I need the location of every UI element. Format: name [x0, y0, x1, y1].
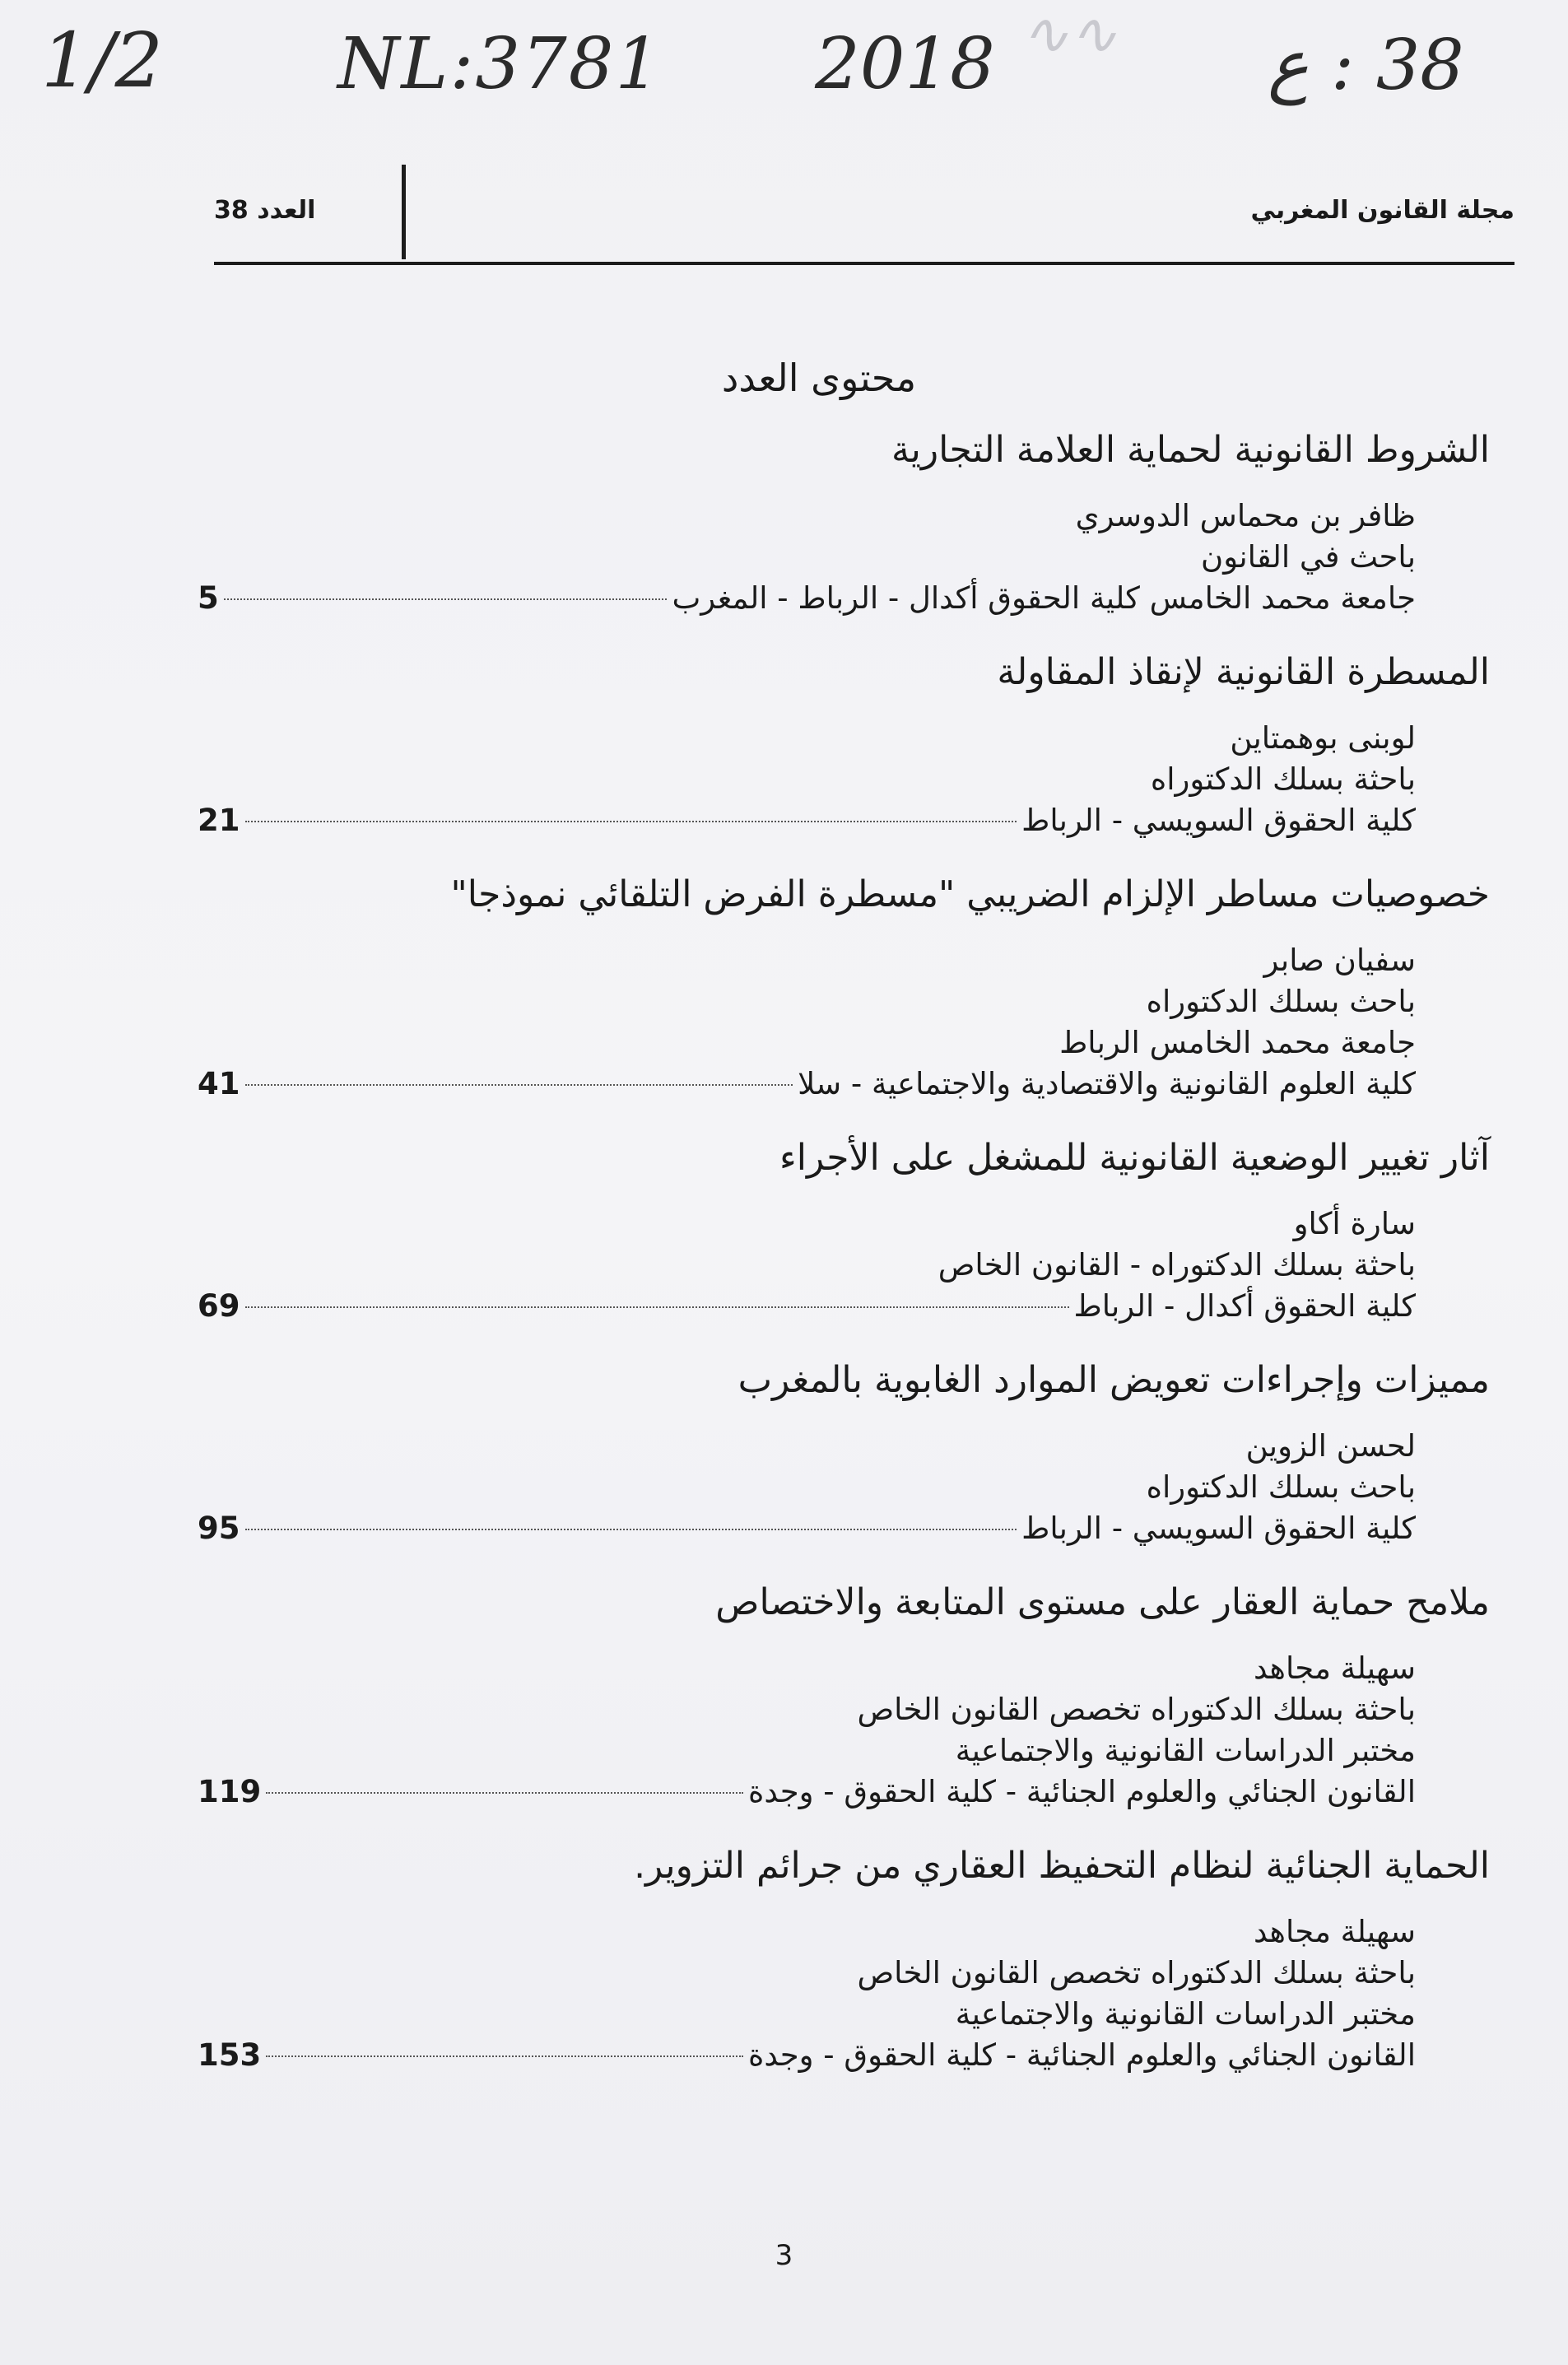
author-affiliation: باحثة بسلك الدكتوراه تخصص القانون الخاص — [857, 1692, 1416, 1727]
toc-entry — [148, 1837, 1490, 2076]
author-affiliation: باحث بسلك الدكتوراه — [1146, 984, 1416, 1019]
handwritten-year: 2018 — [815, 23, 995, 105]
author-affiliation: باحثة بسلك الدكتوراه — [1150, 761, 1416, 797]
author-name: سهيلة مجاهد — [1254, 1914, 1416, 1949]
author-name: سارة أكاو — [1293, 1206, 1416, 1241]
author-name: ظافر بن محماس الدوسري — [1075, 498, 1416, 533]
handwritten-fraction: 1/2 — [41, 16, 164, 105]
author-affiliation: باحثة بسلك الدكتوراه - القانون الخاص — [938, 1247, 1416, 1283]
toc-entry — [148, 1129, 1490, 1327]
dot-leader — [245, 1084, 793, 1086]
entry-title: ملامح حماية العقار على مستوى المتابعة والاختصاص — [715, 1581, 1490, 1623]
author-affiliation: باحث في القانون — [1201, 539, 1416, 575]
author-affiliation: مختبر الدراسات القانونية والاجتماعية — [955, 1996, 1416, 2032]
header-divider-vertical — [402, 165, 406, 259]
author-name: لوبنى بوهمتاين — [1230, 720, 1416, 756]
affiliation-with-page — [148, 2035, 1416, 2076]
page-reference: 5 — [198, 580, 219, 616]
toc-entry — [148, 644, 1490, 841]
author-affiliation: كلية الحقوق السويسي - الرباط — [1021, 803, 1416, 838]
author-affiliation: كلية العلوم القانونية والاقتصادية والاجتماعية - سلا — [798, 1066, 1416, 1101]
entry-title: مميزات وإجراءات تعويض الموارد الغابوية بالمغرب — [737, 1359, 1490, 1401]
table-of-contents — [148, 329, 1490, 2101]
affiliation-with-page — [148, 1064, 1416, 1105]
toc-entry — [148, 866, 1490, 1105]
handwritten-code: NL:3781 — [337, 23, 663, 105]
entry-title: الشروط القانونية لحماية العلامة التجارية — [891, 429, 1490, 471]
dot-leader — [245, 1306, 1069, 1308]
author-affiliation: باحثة بسلك الدكتوراه تخصص القانون الخاص — [857, 1955, 1416, 1990]
toc-entry — [148, 1352, 1490, 1549]
author-name: لحسن الزوين — [1245, 1428, 1416, 1464]
page-reference: 41 — [198, 1066, 240, 1101]
author-affiliation: مختبر الدراسات القانونية والاجتماعية — [955, 1733, 1416, 1768]
toc-entry — [148, 1574, 1490, 1813]
journal-title: مجلة القانون المغربي — [1250, 196, 1514, 225]
author-affiliation: كلية الحقوق السويسي - الرباط — [1021, 1511, 1416, 1546]
header-divider-horizontal — [214, 262, 1514, 265]
page-reference: 95 — [198, 1511, 240, 1546]
toc-heading: محتوى العدد — [721, 356, 917, 400]
dot-leader — [245, 821, 1017, 822]
author-name: سهيلة مجاهد — [1254, 1650, 1416, 1686]
author-affiliation: كلية الحقوق أكدال - الرباط — [1073, 1288, 1416, 1324]
dot-leader — [245, 1529, 1017, 1530]
dot-leader — [224, 598, 668, 600]
entry-title: آثار تغيير الوضعية القانونية للمشغل على الأجراء — [779, 1137, 1490, 1179]
page-reference: 21 — [198, 803, 240, 838]
entry-title: خصوصيات مساطر الإلزام الضريبي "مسطرة الفرض التلقائي نموذجا" — [450, 873, 1490, 915]
affiliation-with-page — [148, 1771, 1416, 1813]
page-reference: 119 — [198, 1774, 262, 1809]
author-name: سفيان صابر — [1263, 943, 1416, 978]
toc-entries — [148, 421, 1490, 2076]
handwritten-issue: 38 : ع — [1268, 25, 1464, 105]
dot-leader — [266, 2055, 743, 2057]
author-affiliation: باحث بسلك الدكتوراه — [1146, 1469, 1416, 1505]
affiliation-with-page — [148, 578, 1416, 619]
author-affiliation: القانون الجنائي والعلوم الجنائية - كلية الحقوق - وجدة — [747, 1774, 1416, 1809]
page-reference: 69 — [198, 1288, 240, 1324]
bleed-through-mark: ∿∿ — [1021, 0, 1118, 68]
page-number: 3 — [775, 2239, 793, 2272]
page-reference: 153 — [198, 2037, 262, 2073]
affiliation-with-page — [148, 800, 1416, 841]
affiliation-with-page — [148, 1286, 1416, 1327]
author-affiliation: القانون الجنائي والعلوم الجنائية - كلية الحقوق - وجدة — [747, 2037, 1416, 2073]
dot-leader — [266, 1792, 743, 1794]
affiliation-with-page — [148, 1508, 1416, 1549]
toc-entry — [148, 421, 1490, 619]
page-header — [214, 165, 1514, 263]
entry-title: المسطرة القانونية لإنقاذ المقاولة — [997, 651, 1490, 693]
entry-title: الحماية الجنائية لنظام التحفيظ العقاري من جرائم التزوير. — [634, 1845, 1490, 1887]
issue-label: العدد 38 — [214, 196, 316, 225]
author-affiliation: جامعة محمد الخامس كلية الحقوق أكدال - الرباط - المغرب — [672, 580, 1416, 616]
author-affiliation: جامعة محمد الخامس الرباط — [1059, 1025, 1416, 1060]
